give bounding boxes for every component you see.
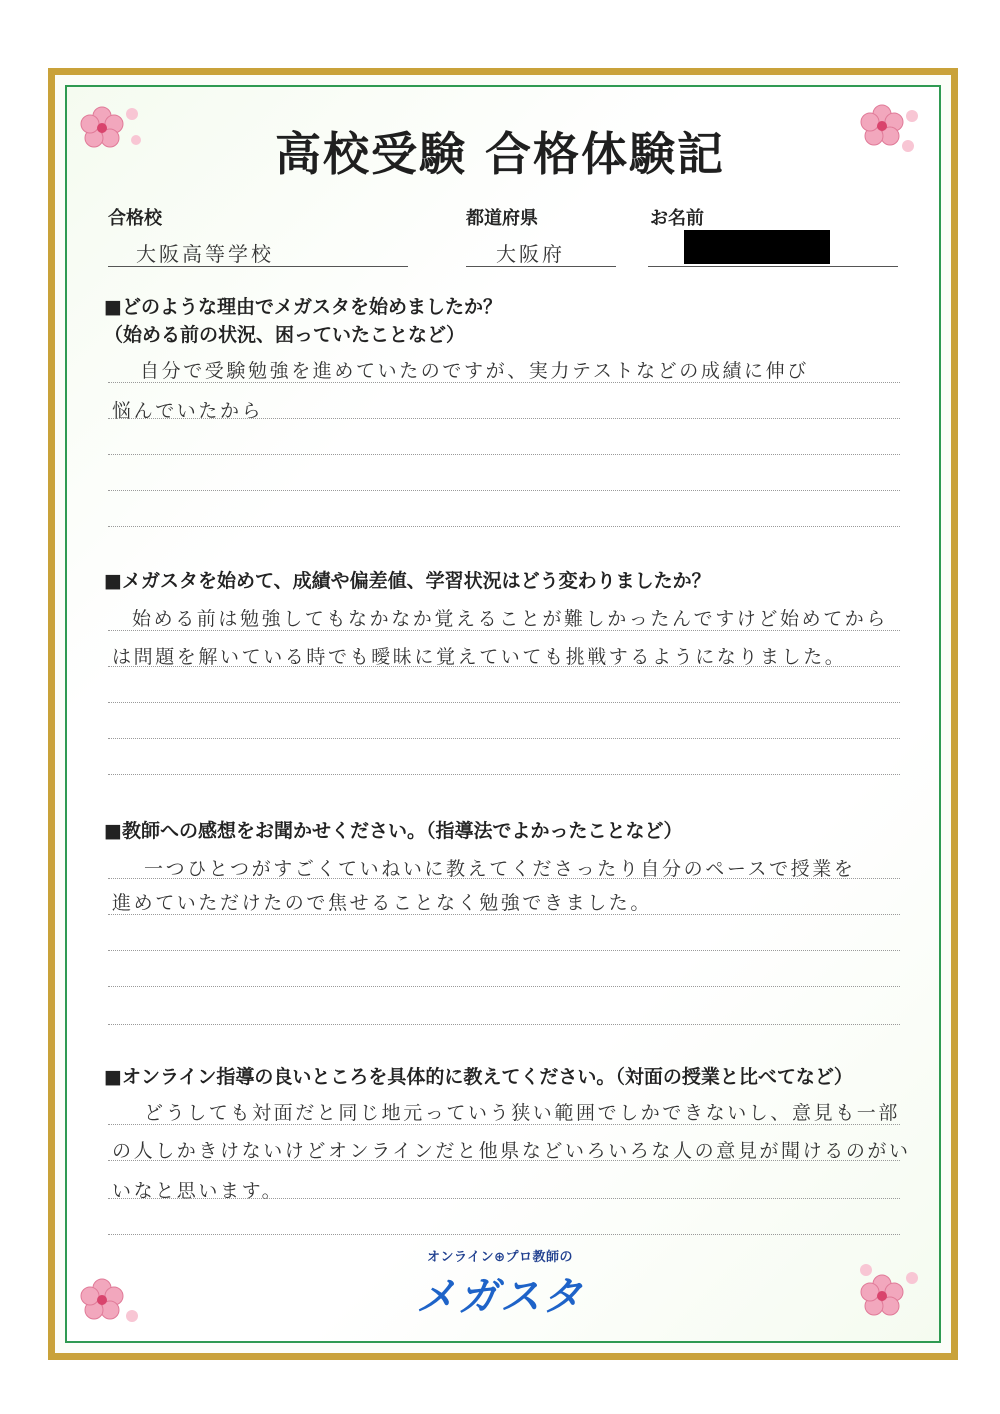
answer-4-line-1: どうしても対面だと同じ地元っていう狭い範囲でしかできないし、意見も一部 [144, 1102, 901, 1124]
answer-rule [108, 666, 900, 667]
answer-rule [108, 1124, 900, 1125]
school-value: 大阪高等学校 [136, 242, 274, 266]
answer-rule [108, 526, 900, 527]
prefecture-line [466, 266, 616, 267]
prefecture-value: 大阪府 [496, 242, 565, 266]
answer-rule [108, 454, 900, 455]
logo-wordmark: メガスタ [416, 1274, 584, 1320]
answer-rule [108, 382, 900, 383]
answer-rule [108, 738, 900, 739]
answer-rule [108, 1024, 900, 1025]
megasta-logo [0, 1246, 1000, 1322]
answer-4-line-2: の人しかきけないけどオンラインだと他県などいろいろな人の意見が聞けるのがい [112, 1140, 911, 1162]
answer-rule [108, 1234, 900, 1235]
answer-rule [108, 914, 900, 915]
answer-4-line-3: いなと思います。 [112, 1180, 284, 1202]
school-line [108, 266, 408, 267]
answer-rule [108, 1160, 900, 1161]
answer-2-line-2: は問題を解いている時でも曖昧に覚えていても挑戦するようになりました。 [112, 646, 847, 668]
prefecture-label: 都道府県 [466, 208, 538, 229]
question-3: ■教師への感想をお聞かせください。（指導法でよかったことなど） [104, 820, 683, 842]
answer-rule [108, 490, 900, 491]
question-1-sub: （始める前の状況、困っていたことなど） [104, 324, 466, 346]
answer-rule [108, 986, 900, 987]
answer-3-line-2: 進めていただけたので焦せることなく勉強できました。 [112, 892, 653, 914]
school-label: 合格校 [108, 208, 162, 229]
logo-tagline: オンライン⊕プロ教師の [426, 1250, 573, 1265]
question-4: ■オンライン指導の良いところを具体的に教えてください。（対面の授業と比べてなど） [104, 1066, 853, 1088]
name-label: お名前 [650, 208, 704, 229]
answer-rule [108, 702, 900, 703]
answer-rule [108, 878, 900, 879]
answer-rule [108, 774, 900, 775]
answer-rule [108, 630, 900, 631]
page-title: 高校受験 合格体験記 [274, 127, 725, 181]
name-line [648, 266, 898, 267]
answer-rule [108, 950, 900, 951]
answer-1-line-1: 自分で受験勉強を進めていたのですが、実力テストなどの成績に伸び [140, 360, 809, 382]
question-1: ■どのような理由でメガスタを始めましたか？ [104, 296, 502, 318]
answer-rule [108, 418, 900, 419]
answer-rule [108, 1198, 900, 1199]
name-redaction [684, 230, 830, 264]
answer-2-line-1: 始める前は勉強してもなかなか覚えることが難しかったんですけど始めてから [132, 608, 889, 630]
question-2: ■メガスタを始めて、成績や偏差値、学習状況はどう変わりましたか？ [104, 570, 711, 592]
answer-1-line-2: 悩んでいたから [112, 400, 264, 422]
answer-3-line-1: 一つひとつがすごくていねいに教えてくださったり自分のペースで授業を [144, 858, 856, 880]
